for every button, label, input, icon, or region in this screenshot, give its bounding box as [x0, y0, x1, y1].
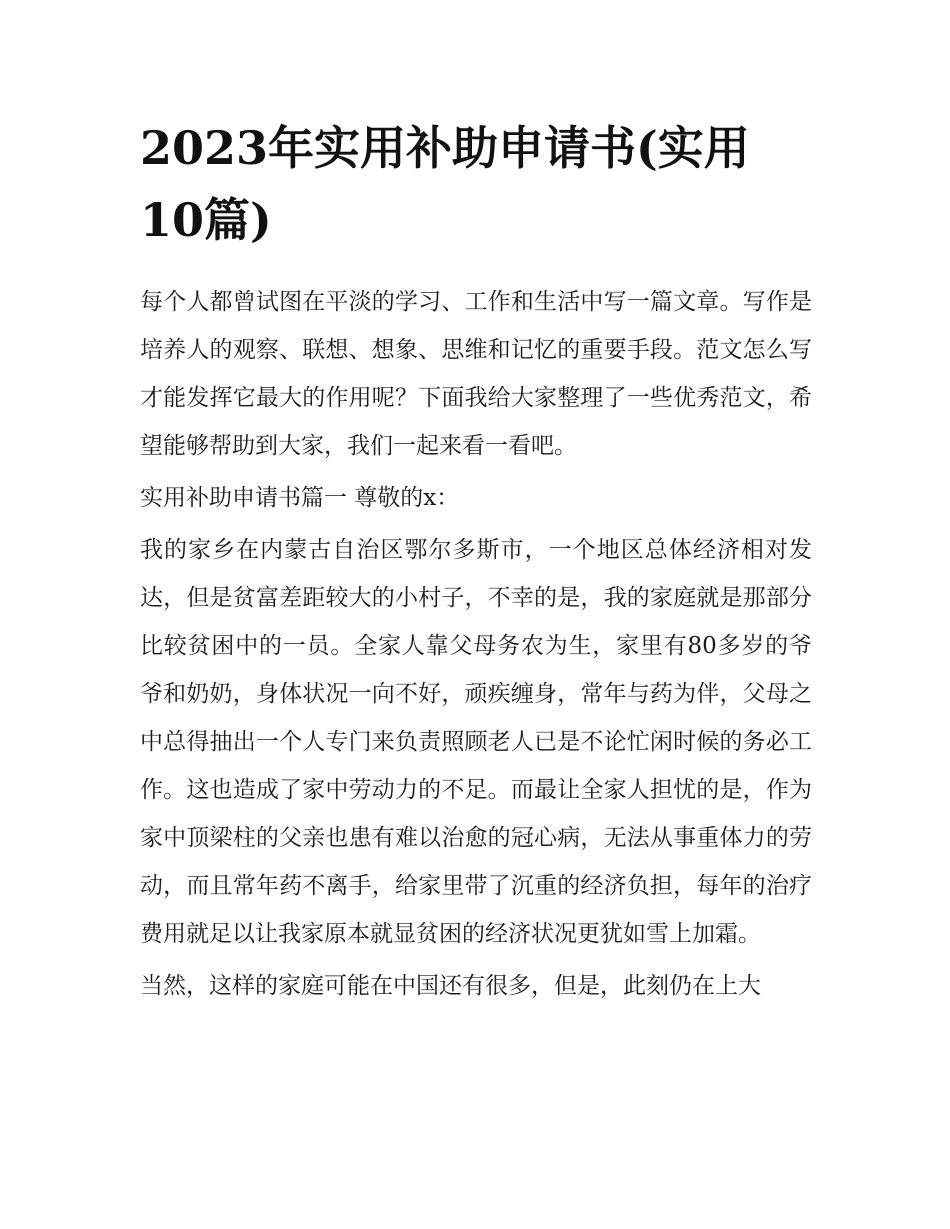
- intro-paragraph: 每个人都曾试图在平淡的学习、工作和生活中写一篇文章。写作是培养人的观察、联想、想象、思维和记忆的重要手段。范文怎么写才能发挥它最大的作用呢？下面我给大家整理了一些优秀范文，希望能够帮助到大家，我们一起来看一看吧。: [140, 289, 812, 459]
- document-body: [140, 112, 812, 1010]
- section-heading: 实用补助申请书篇一 尊敬的x：: [140, 485, 460, 511]
- body-paragraph-continued: 当然，这样的家庭可能在中国还有很多，但是，此刻仍在上大: [140, 973, 761, 999]
- body-paragraph: 我的家乡在内蒙古自治区鄂尔多斯市，一个地区总体经济相对发达，但是贫富差距较大的小村子，不幸的是，我的家庭就是那部分比较贫困中的一员。全家人靠父母务农为生，家里有80多岁的爷爷和奶奶，身体状况一向不好，顽疾缠身，常年与药为伴，父母之中总得抽出一个人专门来负责照顾老人已是不论忙闲时候的务必工作。这也造成了家中劳动力的不足。而最让全家人担忧的是，作为家中顶梁柱的父亲也患有难以治愈的冠心病，无法从事重体力的劳动，而且常年药不离手，给家里带了沉重的经济负担，每年的治疗费用就足以让我家原本就显贫困的经济状况更犹如雪上加霜。: [140, 537, 812, 947]
- document-title: 2023年实用补助申请书(实用10篇): [140, 121, 750, 247]
